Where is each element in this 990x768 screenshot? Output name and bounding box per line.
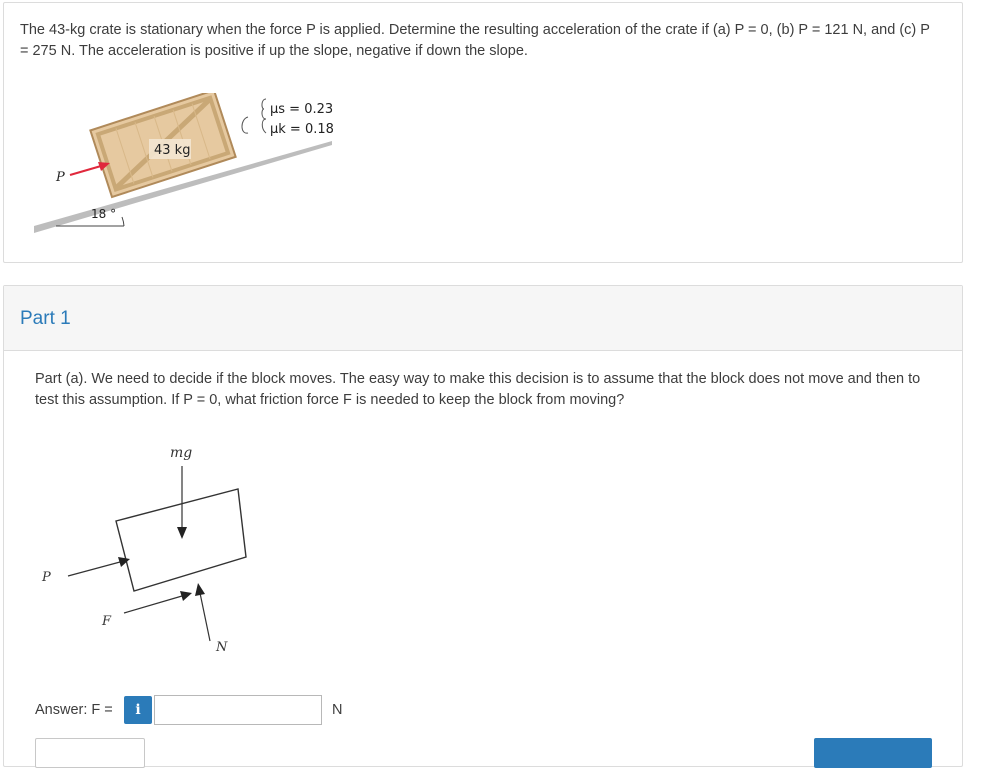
fbd-force-arrow-shaft — [68, 562, 120, 576]
weight-arrow-head — [177, 527, 187, 539]
submit-answer-button[interactable] — [814, 738, 932, 768]
free-body-diagram — [24, 441, 284, 661]
friction-arrow-head — [180, 591, 192, 601]
force-label: P — [56, 170, 65, 185]
angle-label: 18 ° — [91, 207, 117, 221]
problem-statement: The 43-kg crate is stationary when the force P is applied. Determine the resulting acceleration of the crate if (a) P = 0, (b) P = 121 N, and (c) P = 275 N. The acceleration is positive if up the slope, negative if down the slope. — [20, 22, 930, 59]
angle-arc — [122, 217, 124, 226]
contact-leader — [242, 117, 248, 133]
part-prompt: Part (a). We need to decide if the block moves. The easy way to make this decision is to assume that the block does not move and then to test this assumption. If P = 0, what friction force F is needed to keep the block from moving? — [35, 371, 921, 408]
unit-label: N — [332, 702, 343, 718]
answer-label: Answer: F = — [35, 702, 113, 718]
crate-mass-label: 43 kg — [154, 143, 191, 158]
force-arrow-shaft — [70, 166, 101, 175]
fbd-force-label: P — [42, 570, 51, 585]
secondary-action-button[interactable] — [35, 738, 145, 768]
coefficient-brace — [262, 99, 266, 119]
friction-arrow-shaft — [124, 596, 182, 613]
static-friction-label: μs = 0.23 — [270, 102, 334, 117]
normal-label: N — [216, 640, 228, 655]
part-card — [3, 285, 963, 767]
friction-label: F — [102, 614, 112, 629]
part-title: Part 1 — [20, 308, 71, 329]
kinetic-friction-label: μk = 0.18 — [270, 122, 334, 137]
info-icon[interactable]: i — [124, 696, 152, 724]
problem-card — [3, 2, 963, 263]
answer-input[interactable] — [154, 695, 322, 725]
fbd-force-arrow-head — [118, 557, 130, 567]
normal-arrow-head — [195, 583, 205, 596]
fbd-block — [116, 489, 246, 591]
part-header — [4, 286, 962, 351]
incline-figure — [26, 93, 346, 243]
weight-label: mg — [170, 445, 193, 461]
normal-arrow-shaft — [200, 593, 210, 641]
